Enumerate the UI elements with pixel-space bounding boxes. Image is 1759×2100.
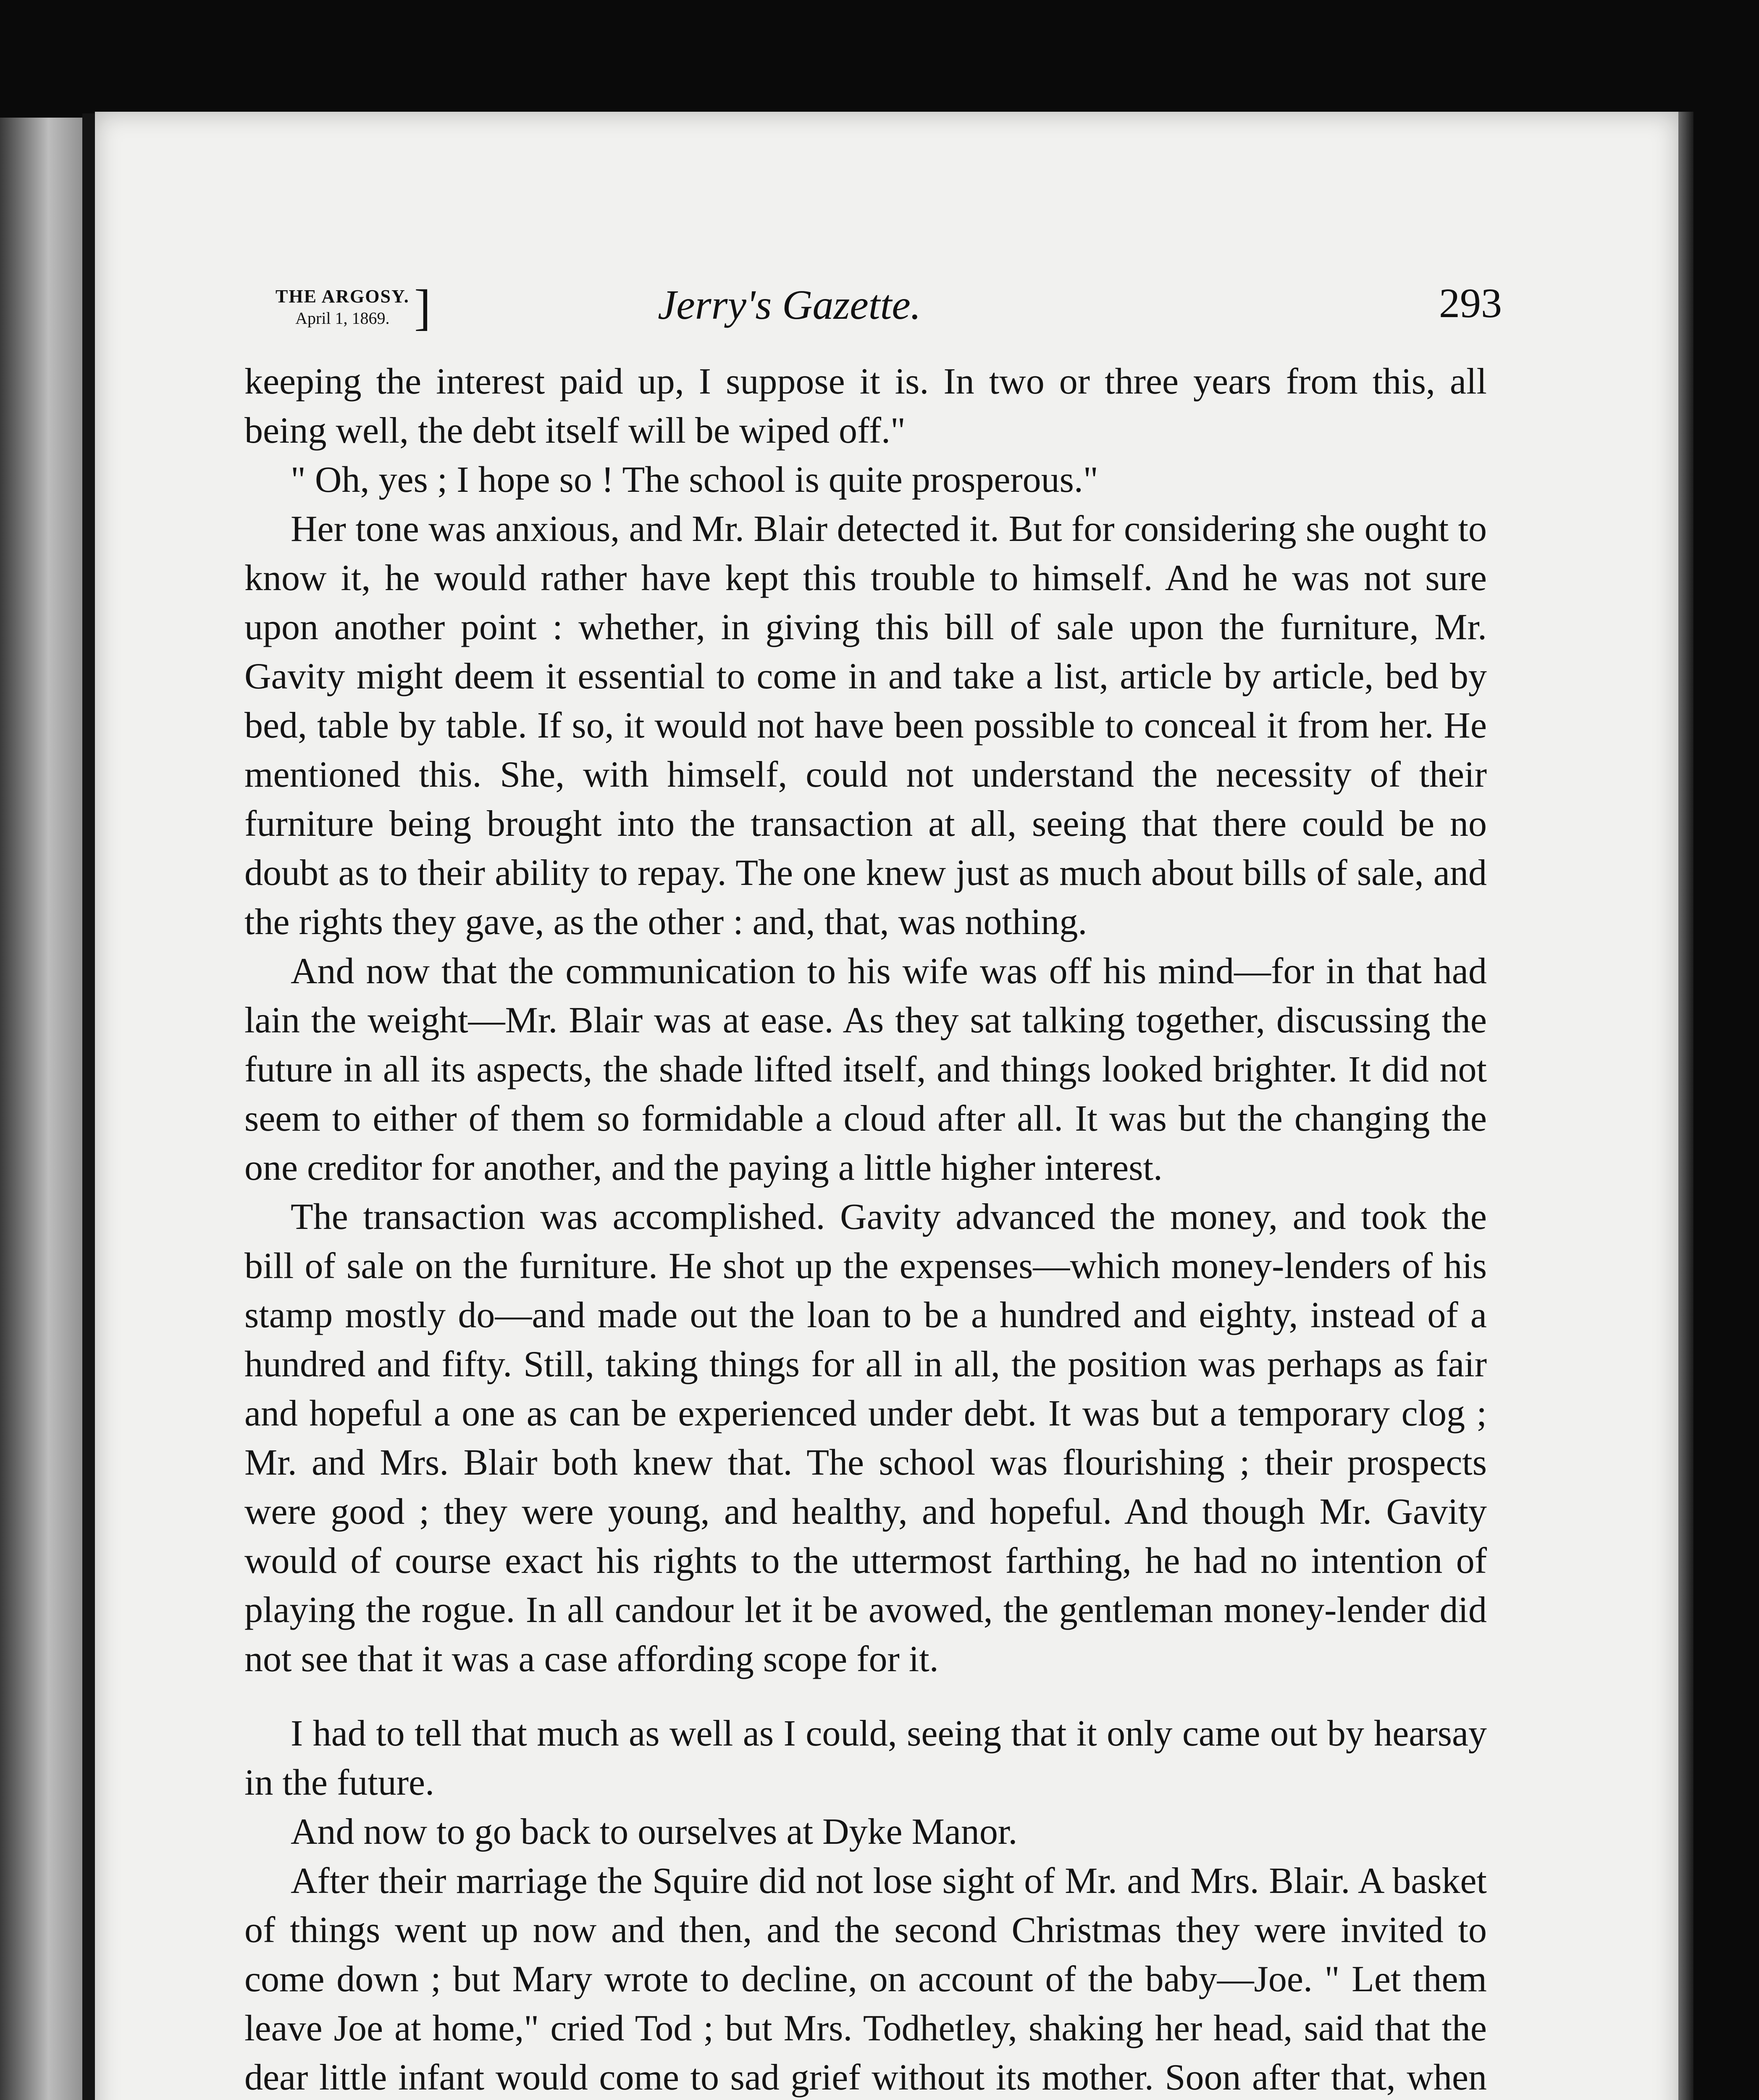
magazine-name: THE ARGOSY.	[276, 286, 410, 307]
body-text	[244, 357, 1487, 2100]
issue-date: April 1, 1869.	[295, 309, 390, 328]
paragraph: And now that the communication to his wife was off his mind—for in that had lain the weight—Mr. Blair was at ease. As they sat talking together, discussing the future in all its aspects, the shade lifted itself, and things looked brighter. It did not seem to either of them so formidable a cloud after all. It was but the changing the one creditor for another, and the paying a little higher interest.	[244, 951, 1487, 1188]
page-number: 293	[1439, 280, 1502, 326]
paragraph: Her tone was anxious, and Mr. Blair detected it. But for considering she ought to know it, he would rather have kept this trouble to himself. And he was not sure upon another point : whether, in giving this bill of sale upon the furniture, Mr. Gavity might deem it essential to come in and take a list, article by article, bed by bed, table by table. If so, it would not have been possible to conceal it from her. He mentioned this. She, with himself, could not understand the necessity of their furniture being brought into the transaction at all, seeing that there could be no doubt as to their ability to repay. The one knew just as much about bills of sale, and the rights they gave, as the other : and, that, was nothing.	[244, 509, 1487, 942]
magazine-citation	[276, 286, 410, 329]
page-title: Jerry's Gazette.	[658, 281, 921, 328]
book-spine	[82, 113, 95, 2100]
running-header	[179, 273, 1502, 344]
paragraph: And now to go back to ourselves at Dyke Manor.	[291, 1811, 1018, 1852]
paragraph: After their marriage the Squire did not lose sight of Mr. and Mrs. Blair. A basket of things went up now and then, and the second Christmas they were invited to come down ; but Mary wrote to decline, on account of the baby—Joe. " Let them leave Joe at home," cried Tod ; but Mrs. Todhetley, shaking her head, said that the dear little infant would come to sad grief without its mother. Soon after that, when	[244, 1861, 1487, 2098]
page-right-edge	[1678, 112, 1693, 2100]
paragraph: " Oh, yes ; I hope so ! The school is quite prosperous."	[291, 459, 1098, 500]
facing-page-edge	[0, 118, 88, 2100]
paragraph: keeping the interest paid up, I suppose it is. In two or three years from this, all being well, the debt itself will be wiped off."	[244, 361, 1487, 451]
paragraph: I had to tell that much as well as I could, seeing that it only came out by hearsay in the future.	[244, 1713, 1487, 1803]
citation-bracket: ]	[414, 279, 431, 335]
paragraph: The transaction was accomplished. Gavity advanced the money, and took the bill of sale on the furniture. He shot up the expenses—which money-lenders of his stamp mostly do—and made out the loan to be a hundred and eighty, instead of a hundred and fifty. Still, taking things for all in all, the position was perhaps as fair and hopeful a one as can be experienced under debt. It was but a temporary clog ; Mr. and Mrs. Blair both knew that. The school was flourishing ; their prospects were good ; they were young, and healthy, and hopeful. And though Mr. Gavity would of course exact his rights to the uttermost farthing, he had no intention of playing the rogue. In all candour let it be avowed, the gentleman money-lender did not see that it was a case affording scope for it.	[244, 1197, 1487, 1680]
